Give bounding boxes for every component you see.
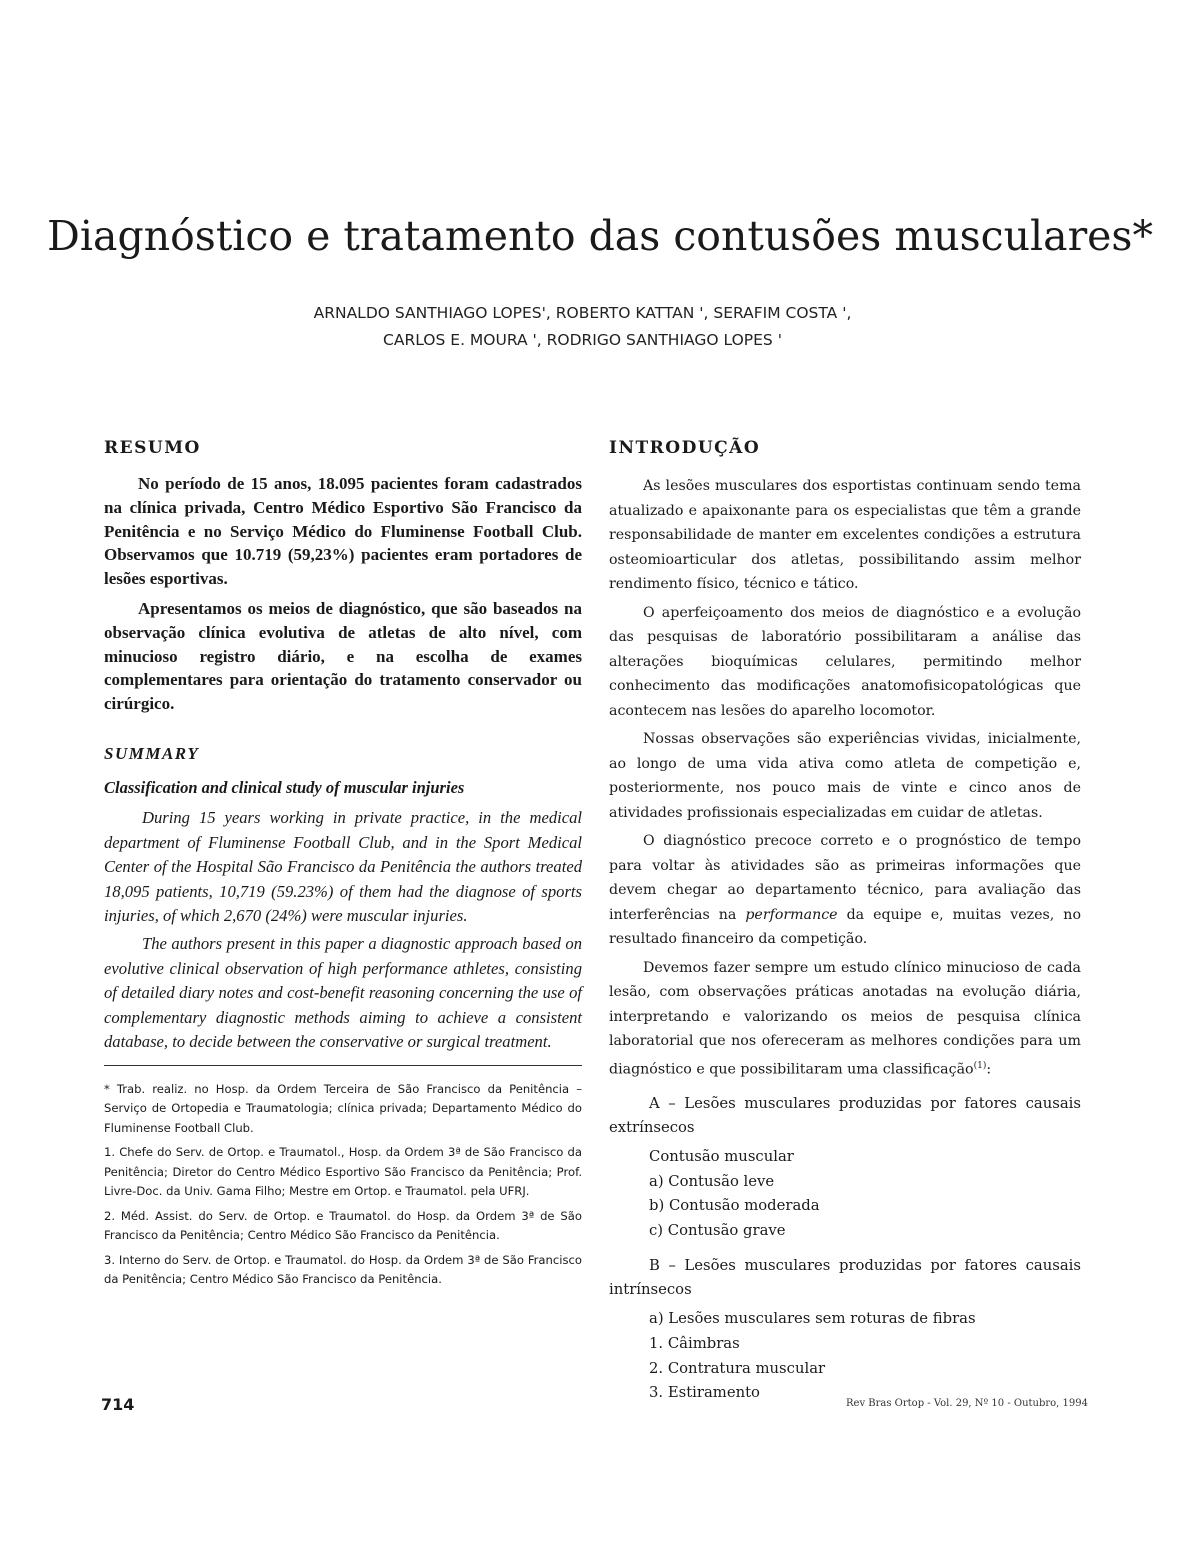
intro-text: Devemos fazer sempre um estudo clínico minucioso de cada lesão, com observações práticas anotadas na evolução diária, interpretando e valorizando os meios de pesquisa clínica laboratorial que nos ofereceram as melhores condições para um diagnóstico e que possibilitaram uma classificação (609, 959, 1081, 1078)
introducao-heading: INTRODUÇÃO (609, 438, 761, 458)
article-title: Diagnóstico e tratamento das contusões musculares* (47, 212, 1153, 260)
classification-b: B – Lesões musculares produzidas por fatores causais intrínsecos (609, 1256, 1081, 1299)
classification-a-list (649, 1145, 1081, 1244)
intro-paragraph: O aperfeiçoamento dos meios de diagnóstico e a evolução das pesquisas de laboratório possibilitaram a análise das alterações bioquímicas celulares, permitindo melhor conhecimento das modificações anatomofisicopatológicas que acontecem nas lesões do aparelho locomotor. (609, 604, 1081, 719)
summary-subtitle: Classification and clinical study of muscular injuries (104, 777, 465, 797)
footnote: 2. Méd. Assist. do Serv. de Ortop. e Traumatol. do Hosp. da Ordem 3ª de São Francisco da Penitência; Centro Médico São Francisco da Penitência. (104, 1208, 582, 1243)
author-list (0, 300, 1165, 354)
summary-paragraph: The authors present in this paper a diagnostic approach based on evolutive clinical observation of high performance athletes, consisting of detailed diary notes and cost-benefit reasoning concerning the use of complementary diagnostic methods aiming to achieve a consistent database, to decide between the conservative or surgical treatment. (104, 933, 582, 1052)
footnote: 1. Chefe do Serv. de Ortop. e Traumatol., Hosp. da Ordem 3ª de São Francisco da Penitência; Diretor do Centro Médico Esportivo São Francisco da Penitência; Prof. Livre-Doc. da Univ. Gama Filho; Mestre em Ortop. e Traumatol. pela UFRJ. (104, 1145, 582, 1199)
summary-paragraph: During 15 years working in private practice, in the medical department of Fluminense Football Club, and in the Sport Medical Center of the Hospital São Francisco da Penitência the authors treated 18,095 patients, 10,719 (59.23%) of them had the diagnose of sports injuries, of which 2,670 (24%) were muscular injuries. (104, 807, 582, 926)
citation-superscript: (1) (973, 1060, 987, 1071)
list-item: a) Contusão leve (649, 1172, 775, 1190)
footnote: * Trab. realiz. no Hosp. da Ordem Terceira de São Francisco da Penitência – Serviço de Ortopedia e Traumatologia; clínica privada; Departamento Médico do Fluminense Football Club. (104, 1081, 582, 1135)
list-item: a) Lesões musculares sem roturas de fibras (649, 1309, 976, 1327)
intro-text: O diagnóstico precoce correto e o prognóstico de tempo para voltar às atividades são as primeiras informações que devem chegar ao departamento técnico, para avaliação das interferências na (609, 833, 1081, 923)
list-item: c) Contusão grave (649, 1222, 786, 1240)
list-item: 2. Contratura muscular (649, 1359, 826, 1377)
intro-paragraph: Nossas observações são experiências vividas, inicialmente, ao longo de uma vida ativa como atleta de competição e, posteriormente, nos pouco mais de vinte e cinco anos de atividades profissionais especializadas em cuidar de atletas. (609, 731, 1081, 821)
journal-citation: Rev Bras Ortop - Vol. 29, Nº 10 - Outubro, 1994 (846, 1398, 1088, 1409)
footnote: 3. Interno do Serv. de Ortop. e Traumatol. do Hosp. da Ordem 3ª de São Francisco da Penitência; Centro Médico São Francisco da Penitência. (104, 1252, 582, 1287)
summary-body (104, 806, 582, 1055)
intro-text: : (986, 1061, 992, 1078)
resumo-body (104, 472, 582, 716)
author-line-1: ARNALDO SANTHIAGO LOPES', ROBERTO KATTAN ', SERAFIM COSTA ', (313, 304, 852, 322)
intro-paragraph (609, 956, 1081, 1082)
left-column (104, 438, 582, 1295)
classification-a: A – Lesões musculares produzidas por fatores causais extrínsecos (609, 1094, 1081, 1137)
list-item: 1. Câimbras (649, 1334, 740, 1352)
intro-italic-term: performance (745, 906, 838, 923)
intro-text: da equipe e, muitas vezes, no resultado financeiro da competição. (609, 906, 1081, 947)
page-number: 714 (101, 1395, 135, 1414)
resumo-heading: RESUMO (104, 438, 201, 458)
footnotes (104, 1080, 582, 1290)
resumo-paragraph: Apresentamos os meios de diagnóstico, que são baseados na observação clínica evolutiva de atletas de alto nível, com minucioso registro diário, e na escolha de exames complementares para orientação do tratamento conservador ou cirúrgico. (104, 598, 582, 714)
classification-b-list (649, 1307, 1081, 1406)
author-line-2: CARLOS E. MOURA ', RODRIGO SANTHIAGO LOPES ' (383, 331, 782, 349)
list-item: Contusão muscular (649, 1147, 794, 1165)
footnote-divider (104, 1065, 582, 1066)
resumo-paragraph: No período de 15 anos, 18.095 pacientes foram cadastrados na clínica privada, Centro Médico Esportivo São Francisco da Penitência e no Serviço Médico do Fluminense Football Club. Observamos que 10.719 (59,23%) pacientes eram portadores de lesões esportivas. (104, 474, 582, 589)
intro-paragraph: As lesões musculares dos esportistas continuam sendo tema atualizado e apaixonante para os especialistas que têm a grande responsabilidade de manter em excelentes condições a estrutura osteomioarticular dos atletas, possibilitando assim melhor rendimento físico, técnico e tático. (609, 478, 1081, 592)
list-item: b) Contusão moderada (649, 1197, 820, 1215)
intro-paragraph (609, 829, 1081, 952)
right-column (609, 438, 1081, 1410)
summary-heading: SUMMARY (104, 743, 200, 763)
list-item: 3. Estiramento (649, 1384, 760, 1402)
